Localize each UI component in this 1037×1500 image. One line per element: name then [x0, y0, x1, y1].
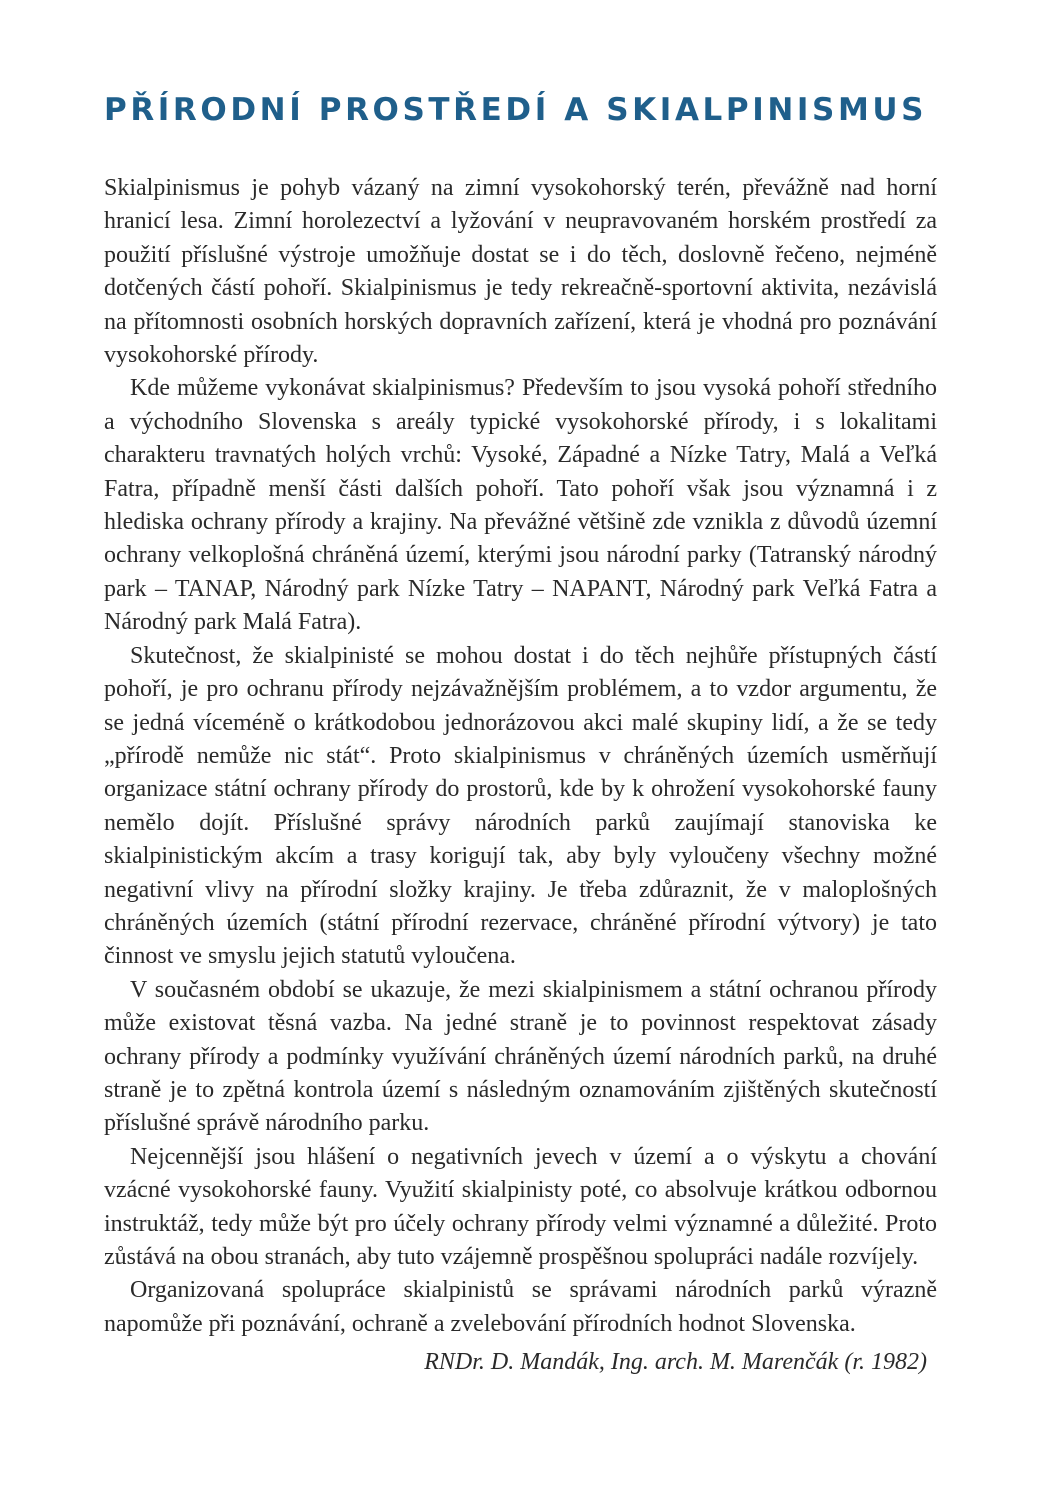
author-signature: RNDr. D. Mandák, Ing. arch. M. Marenčák (r. 1982) [424, 1349, 927, 1375]
article-body [104, 172, 937, 1341]
paragraph-1: Skialpinismus je pohyb vázaný na zimní vysokohorský terén, převážně nad horní hranicí lesa. Zimní horolezectví a lyžování v neupravovaném horském prostředí za použití příslušné výstroje umožňuje dostat se i do těch, doslovně řečeno, nejméně dotčených částí pohoří. Skialpinismus je tedy rekreačně-sportovní aktivita, nezávislá na přítomnosti osobních horských dopravních zařízení, která je vhodná pro poznávání vysokohorské přírody. [104, 175, 937, 369]
paragraph-2: Kde můžeme vykonávat skialpinismus? Především to jsou vysoká pohoří středního a východního Slovenska s areály typické vysokohorské přírody, i s lokalitami charakteru travnatých holých vrchů: Vysoké, Západné a Nízke Tatry, Malá a Veľká Fatra, případně menší části dalších pohoří. Tato pohoří však jsou významná i z hlediska ochrany přírody a krajiny. Na převážné většině zde vznikla z důvodů územní ochrany velkoplošná chráněná území, kterými jsou národní parky (Tatranský národný park – TANAP, Národný park Nízke Tatry – NAPANT, Národný park Veľká Fatra a Národný park Malá Fatra). [104, 375, 937, 636]
paragraph-4: V současném období se ukazuje, že mezi skialpinismem a státní ochranou přírody může existovat těsná vazba. Na jedné straně je to povinnost respektovat zásady ochrany přírody a podmínky využívání chráněných území národních parků, na druhé straně je to zpětná kontrola území s následným oznamováním zjištěných skutečností příslušné správě národního parku. [104, 976, 937, 1137]
paragraph-5: Nejcennější jsou hlášení o negativních jevech v území a o výskytu a chování vzácné vysokohorské fauny. Využití skialpinisty poté, co absolvuje krátkou odbornou instruktáž, tedy může být pro účely ochrany přírody velmi významné a důležité. Proto zůstává na obou stranách, aby tuto vzájemně prospěšnou spolupráci nadále rozvíjely. [104, 1143, 937, 1270]
paragraph-6: Organizovaná spolupráce skialpinistů se správami národních parků výrazně napomůže při poznávání, ochraně a zvelebování přírodních hodnot Slovenska. [104, 1277, 937, 1337]
paragraph-3: Skutečnost, že skialpinisté se mohou dostat i do těch nejhůře přístupných částí pohoří, je pro ochranu přírody nejzávažnějším problémem, a to vzdor argumentu, že se jedná víceméně o krátkodobou jednorázovou akci malé skupiny lidí, a že se tedy „přírodě nemůže nic stát“. Proto skialpinismus v chráněných územích usměrňují organizace státní ochrany přírody do prostorů, kde by k ohrožení vysokohorské fauny nemělo dojít. Příslušné správy národních parků zaujímají stanoviska ke skialpinistickým akcím a trasy korigují tak, aby byly vyloučeny všechny možné negativní vlivy na přírodní složky krajiny. Je třeba zdůraznit, že v maloplošných chráněných územích (státní přírodní rezervace, chráněné přírodní výtvory) je tato činnost ve smyslu jejich statutů vyloučena. [104, 642, 937, 970]
page-title: PŘÍRODNÍ PROSTŘEDÍ A SKIALPINISMUS [104, 92, 928, 128]
